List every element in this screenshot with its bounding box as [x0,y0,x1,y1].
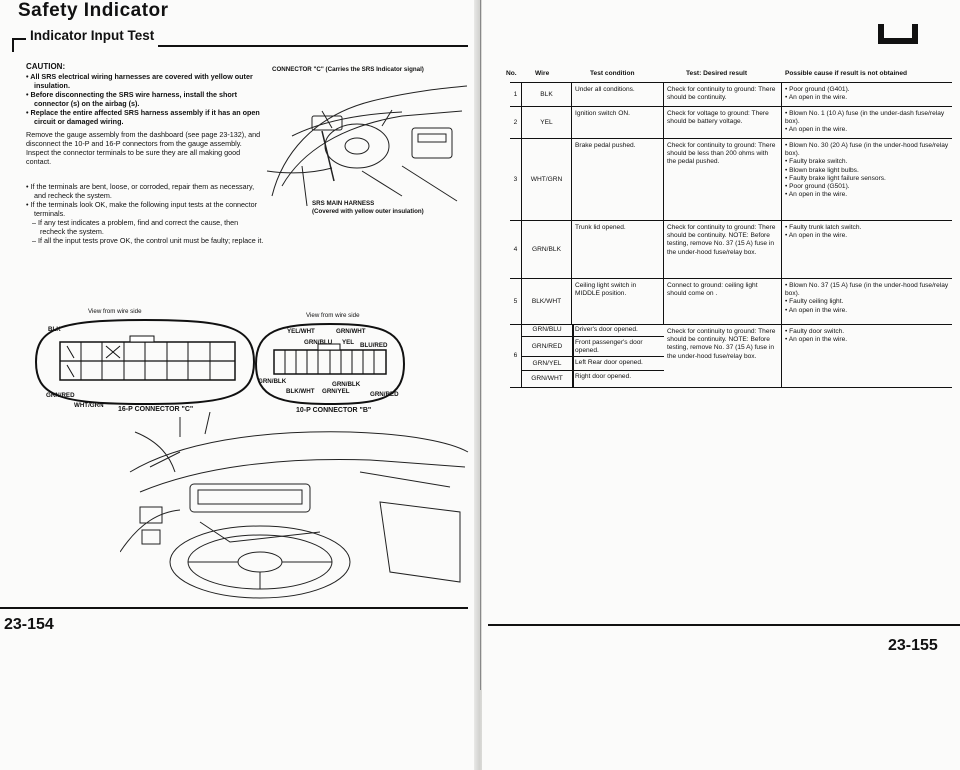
page-number-right: 23-155 [888,637,938,654]
pin-label: GRN/YEL [322,388,350,395]
cell-wire: GRN/BLU [522,324,573,336]
table-row [510,106,952,139]
dashboard-illustration [262,76,472,206]
cell-causes [782,107,952,139]
table-header [506,66,952,80]
cell-result: Check for continuity to ground: There should be continuity. NOTE: Before testing, remove No. 37 (15 A) fuse in the under-hood fuse/relay box. [664,221,782,279]
table-row [510,220,952,279]
instruction-item: • If the terminals look OK, make the following input tests at the connector terminals. [26,200,264,218]
cell-condition: Ceiling light switch in MIDDLE position. [572,279,664,325]
page-subtitle: Indicator Input Test [30,28,155,43]
cause-item: • Blown brake light bulbs. [785,167,949,175]
cause-item: • Faulty trunk latch switch. [785,224,949,232]
gutter-line [480,0,481,690]
cell-causes [782,279,952,325]
cause-item: • Faulty brake switch. [785,158,949,166]
cell-no: 3 [510,139,522,221]
col-header-result: Test: Desired result [686,70,748,77]
right-page [482,0,960,770]
cell-wire: GRN/WHT [522,371,573,387]
instruction-dash-text: If any test indicates a problem, find and correct the cause, then recheck the system. [38,218,239,236]
pin-label: GRN/RED [370,391,399,398]
caution-item: • Replace the entire affected SRS harness assembly if it has an open circuit or damaged wiring. [26,108,264,126]
bottom-rule-left [0,607,468,609]
pin-label: GRN/BLU [304,339,333,346]
instrument-panel-illustration [120,412,470,602]
cell-result: Connect to ground: ceiling light should come on . [664,279,782,325]
pin-label: GRN/BLK [332,381,361,388]
pin-label: GRN/WHT [336,328,366,335]
cause-item: • Faulty door switch. [785,328,949,336]
cell-condition: Driver's door opened. [575,326,638,333]
door-subrow [522,336,664,357]
cell-condition: Ignition switch ON. [572,107,664,139]
cell-condition: Right door opened. [575,373,632,380]
cell-causes [782,83,952,107]
cause-item: • Blown No. 1 (10 A) fuse (in the under-dash fuse/relay box). [785,110,949,126]
instruction-item: • If the terminals are bent, loose, or corroded, repair them as necessary, and recheck the system. [26,182,264,200]
connector-b-label: 10-P CONNECTOR "B" [296,407,372,414]
table-row [510,324,952,388]
door-subrow [522,356,664,371]
caution-heading: CAUTION: [26,62,66,71]
cell-wire: BLK [522,83,572,107]
cause-item: • Blown No. 30 (20 A) fuse (in the under-hood fuse/relay box). [785,142,949,158]
harness-caption: SRS MAIN HARNESS [312,200,375,207]
pin-label: BLU/RED [360,342,388,349]
cell-causes [782,221,952,279]
table-row [510,82,952,107]
intro-paragraph: Remove the gauge assembly from the dashboard (see page 23-132), and disconnect the 10-P and 16-P connectors from the gauge assembly. Inspect the connector terminals to be sure they are all making good contact. [26,130,261,166]
instruction-dash: – If all the input tests prove OK, the control unit must be faulty; replace it. [32,236,264,245]
pin-label: WHT/GRN [74,402,104,409]
col-header-no: No. [506,70,517,77]
cell-condition: Trunk lid opened. [572,221,664,279]
cell-no: 6 [510,325,522,387]
cell-no: 2 [510,107,522,139]
cell-no: 5 [510,279,522,325]
pin-label: GRN/RED [46,392,75,399]
page-number-left: 23-154 [4,616,54,633]
connector-c-caption: CONNECTOR "C" (Carries the SRS Indicator signal) [272,66,424,73]
view-label-b: View from wire side [306,312,360,319]
cell-causes [782,325,952,387]
col-header-wire: Wire [535,70,550,77]
col-header-condition: Test condition [590,70,635,77]
connector-c-label: 16-P CONNECTOR "C" [118,406,194,413]
pin-label: BLK [48,326,61,333]
cell-no: 4 [510,221,522,279]
title-bracket [12,38,14,52]
cell-wire: WHT/GRN [522,139,572,221]
cause-item: • An open in the wire. [785,126,949,134]
cell-condition: Front passenger's door opened. [575,339,643,355]
cause-item: • Poor ground (G401). [785,86,949,94]
cause-item: • An open in the wire. [785,191,949,199]
door-subrow [522,370,664,387]
cause-item: • Faulty brake light failure sensors. [785,175,949,183]
cell-wire: GRN/RED [522,337,573,357]
cell-result: Check for continuity to ground: There should be less than 200 ohms with the pedal pushed. [664,139,782,221]
cause-item: • Faulty ceiling light. [785,298,949,306]
left-page [0,0,478,770]
cell-result: Check for voltage to ground: There should be battery voltage. [664,107,782,139]
caution-block [26,62,264,126]
title-bracket-h [12,38,26,40]
col-header-cause: Possible cause if result is not obtained [785,70,908,77]
caution-item: • All SRS electrical wiring harnesses are covered with yellow outer insulation. [26,72,264,90]
cell-condition: Brake pedal pushed. [572,139,664,221]
bottom-rule-right [488,624,960,626]
cause-item: • Blown No. 37 (15 A) fuse (in the under-hood fuse/relay box). [785,282,949,298]
pin-label: YEL/WHT [287,328,315,335]
section-title: Safety Indicator [18,0,169,21]
harness-subcaption: (Covered with yellow outer insulation) [312,208,424,215]
table-row [510,278,952,325]
cell-no: 1 [510,83,522,107]
cause-item: • An open in the wire. [785,232,949,240]
section-tab-mark [878,24,918,44]
cell-wire: BLK/WHT [522,279,572,325]
cause-item: • An open in the wire. [785,307,949,315]
cause-item: • An open in the wire. [785,94,949,102]
cell-wire: GRN/BLK [522,221,572,279]
cell-causes [782,139,952,221]
pin-label: BLK/WHT [286,388,315,395]
pin-label: GRN/BLK [258,378,287,385]
caution-item: • Before disconnecting the SRS wire harness, install the short connector (s) on the airbag (s). [26,90,264,108]
cause-item: • An open in the wire. [785,336,949,344]
instruction-dash-text: If all the input tests prove OK, the control unit must be faulty; replace it. [38,236,264,245]
pin-label: YEL [342,339,355,346]
cell-result: Check for continuity to ground: There should be continuity. [664,83,782,107]
cause-item: • Poor ground (G501). [785,183,949,191]
view-label-c: View from wire side [88,308,142,315]
cell-condition: Left Rear door opened. [575,359,643,366]
instruction-dash: – If any test indicates a problem, find and correct the cause, then recheck the system. [32,218,239,236]
cell-condition: Under all conditions. [572,83,664,107]
cell-result: Check for continuity to ground: There should be continuity. NOTE: Before testing, remove No. 37 (15 A) fuse in the under-hood fuse/relay box. [664,325,782,387]
instruction-list [26,182,264,245]
cell-wire: YEL [522,107,572,139]
cell-wire: GRN/YEL [522,357,573,371]
door-subrow [522,324,664,336]
table-row [510,138,952,221]
title-rule [158,45,468,47]
